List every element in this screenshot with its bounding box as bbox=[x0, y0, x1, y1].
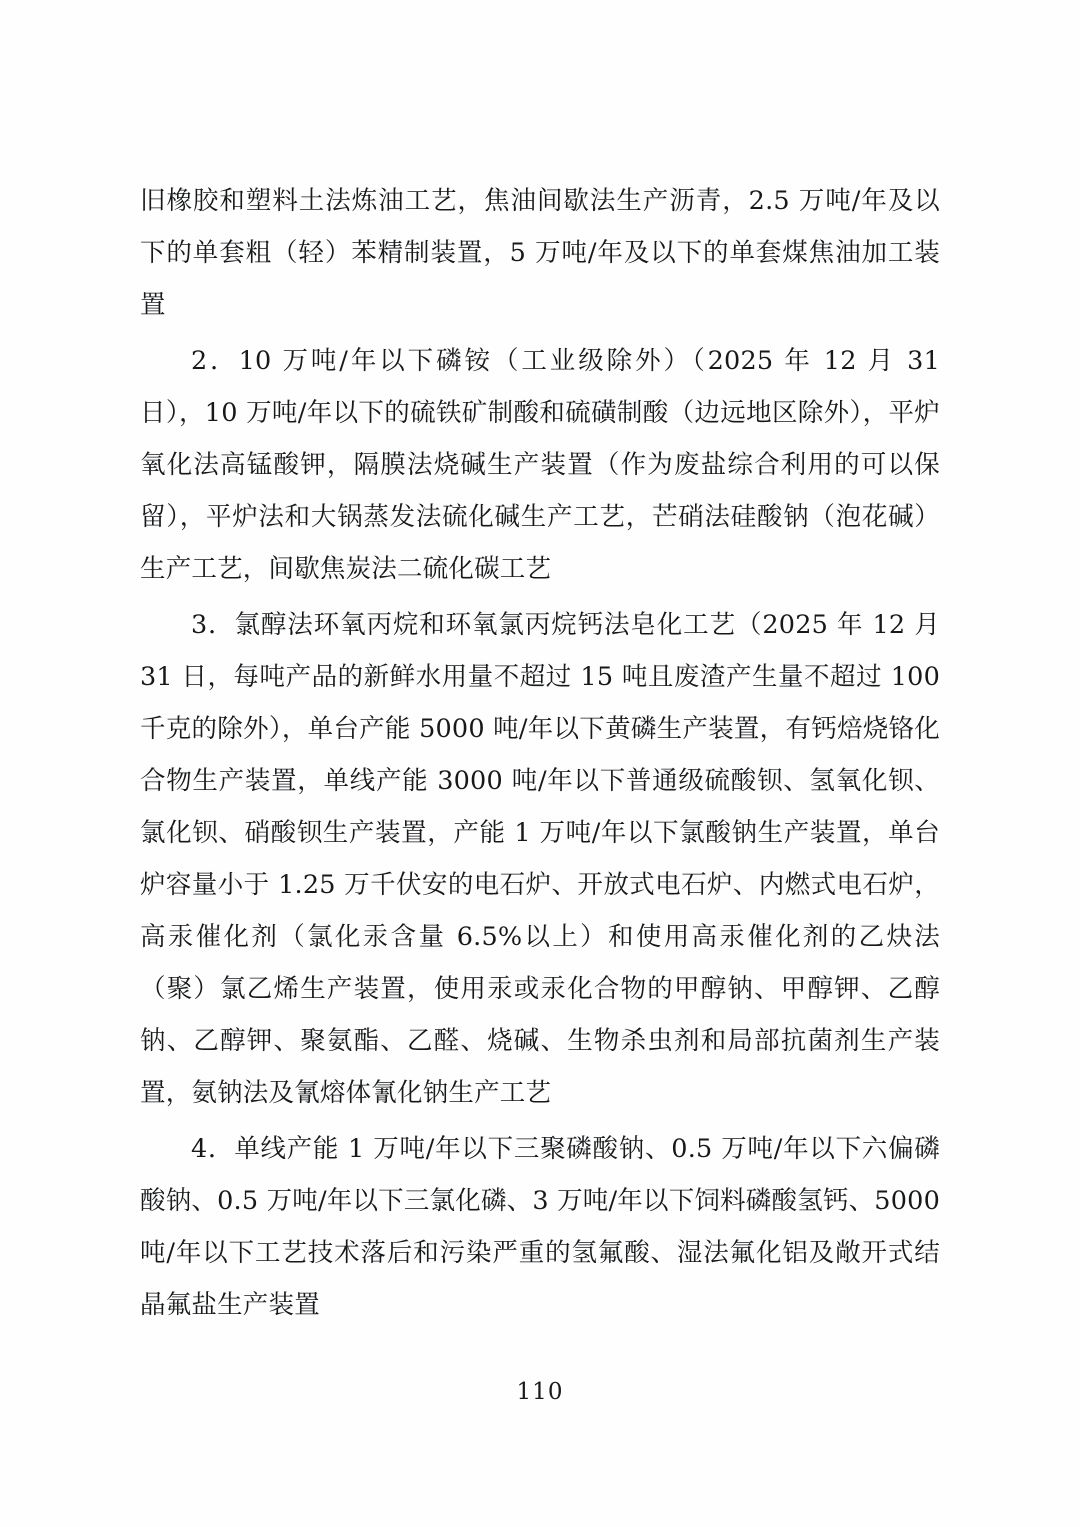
page-body bbox=[140, 175, 940, 1331]
paragraph-item-4: 4．单线产能 1 万吨/年以下三聚磷酸钠、0.5 万吨/年以下六偏磷酸钠、0.5 万吨/年以下三氯化磷、3 万吨/年以下饲料磷酸氢钙、5000 吨/年以下工艺技术落后和污染严重的氢氟酸、湿法氟化铝及敞开式结晶氟盐生产装置 bbox=[140, 1134, 940, 1320]
paragraph-item-2: 2．10 万吨/年以下磷铵（工业级除外）（2025 年 12 月 31 日），10 万吨/年以下的硫铁矿制酸和硫磺制酸（边远地区除外），平炉氧化法高锰酸钾，隔膜法烧碱生产装置（作为废盐综合利用的可以保留），平炉法和大锅蒸发法硫化碱生产工艺，芒硝法硅酸钠（泡花碱）生产工艺，间歇焦炭法二硫化碳工艺 bbox=[140, 346, 940, 584]
paragraph-1: 旧橡胶和塑料土法炼油工艺，焦油间歇法生产沥青，2.5 万吨/年及以下的单套粗（轻）苯精制装置，5 万吨/年及以下的单套煤焦油加工装置 bbox=[140, 186, 940, 320]
paragraph-item-3: 3．氯醇法环氧丙烷和环氧氯丙烷钙法皂化工艺（2025 年 12 月 31 日，每吨产品的新鲜水用量不超过 15 吨且废渣产生量不超过 100 千克的除外），单台产能 5000 吨/年以下黄磷生产装置，有钙焙烧铬化合物生产装置，单线产能 3000 吨/年以下普通级硫酸钡、氢氧化钡、氯化钡、硝酸钡生产装置，产能 1 万吨/年以下氯酸钠生产装置，单台炉容量小于 1.25 万千伏安的电石炉、开放式电石炉、内燃式电石炉，高汞催化剂（氯化汞含量 6.5%以上）和使用高汞催化剂的乙炔法（聚）氯乙烯生产装置，使用汞或汞化合物的甲醇钠、甲醇钾、乙醇钠、乙醇钾、聚氨酯、乙醛、烧碱、生物杀虫剂和局部抗菌剂生产装置，氨钠法及氰熔体氰化钠生产工艺 bbox=[140, 610, 940, 1108]
page-number: 110 bbox=[516, 1379, 564, 1405]
